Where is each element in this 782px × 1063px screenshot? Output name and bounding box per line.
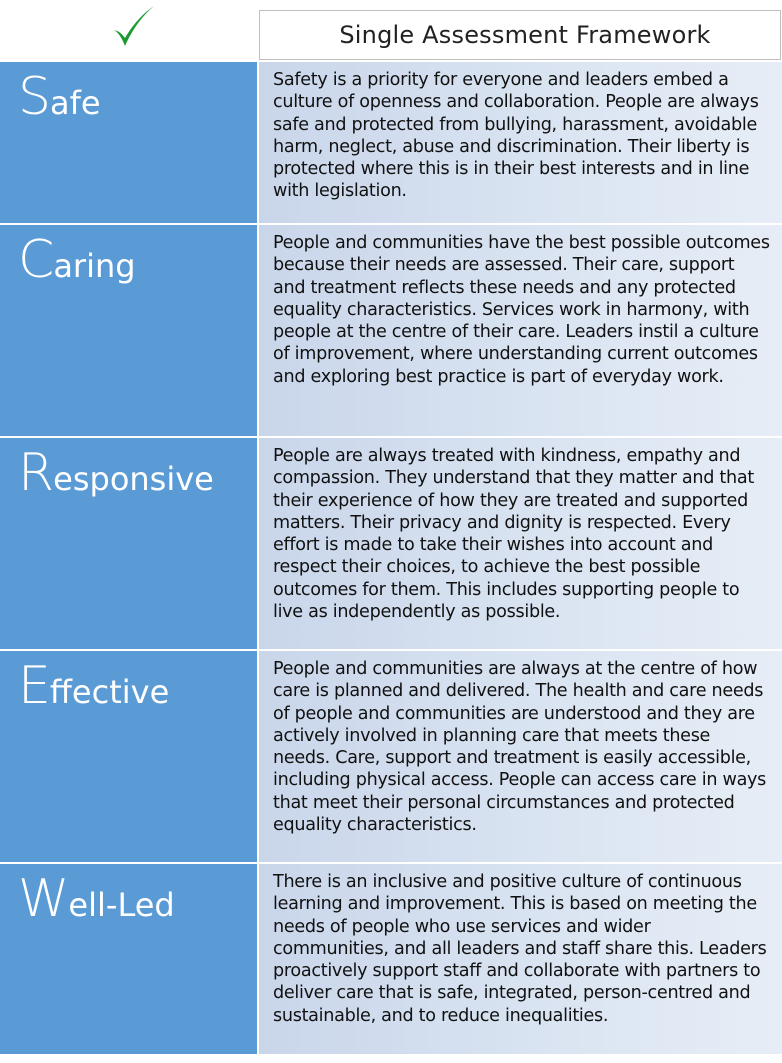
description-safe: Safety is a priority for everyone and leaders embed a culture of openness and collaboration. People are always safe and protected from bullying, harassment, avoidable harm, neglect, abuse and discrimination. Their liberty is protected where this is in their best interests and in line with legislation.: [259, 62, 782, 223]
description-well-led: There is an inclusive and positive culture of continuous learning and improvement. This is based on meeting the needs of people who use services and wider communities, and all leaders and staff share this. Leaders proactively support staff and collaborate with partners to deliver care that is safe, integrated, person-centred and sustainable, and to reduce inequalities.: [259, 864, 782, 1054]
row-caring: [0, 225, 782, 438]
label-cell-effective: [0, 651, 259, 862]
description-caring: People and communities have the best possible outcomes because their needs are assessed. Their care, support and treatment reflects these needs and any protected equality characteristics. Services work in harmony, with people at the centre of their care. Leaders instil a culture of improvement, where understanding current outcomes and exploring best practice is part of everyday work.: [259, 225, 782, 436]
label-safe: Safe: [18, 67, 101, 127]
label-cell-safe: [0, 62, 259, 223]
label-well-led: Well-Led: [18, 869, 175, 929]
description-effective: People and communities are always at the centre of how care is planned and delivered. The health and care needs of people and communities are understood and they are actively involved in planning care that meets these needs. Care, support and treatment is easily accessible, including physical access. People can access care in ways that meet their personal circumstances and protected equality characteristics.: [259, 651, 782, 862]
row-responsive: [0, 438, 782, 651]
label-effective: Effective: [18, 656, 170, 716]
row-effective: [0, 651, 782, 864]
checkmark-icon: [108, 2, 158, 52]
description-responsive: People are always treated with kindness, empathy and compassion. They understand that they matter and that their experience of how they are treated and supported matters. Their privacy and dignity is respected. Every effort is made to take their wishes into account and respect their choices, to achieve the best possible outcomes for them. This includes supporting people to live as independently as possible.: [259, 438, 782, 649]
label-cell-caring: [0, 225, 259, 436]
label-cell-well-led: [0, 864, 259, 1054]
row-well-led: [0, 864, 782, 1054]
label-responsive: Responsive: [18, 443, 214, 503]
label-cell-responsive: [0, 438, 259, 649]
row-safe: [0, 62, 782, 225]
framework-title: Single Assessment Framework: [339, 21, 711, 49]
label-caring: Caring: [18, 230, 136, 290]
framework-title-box: [259, 10, 781, 60]
assessment-table: [0, 62, 782, 1054]
